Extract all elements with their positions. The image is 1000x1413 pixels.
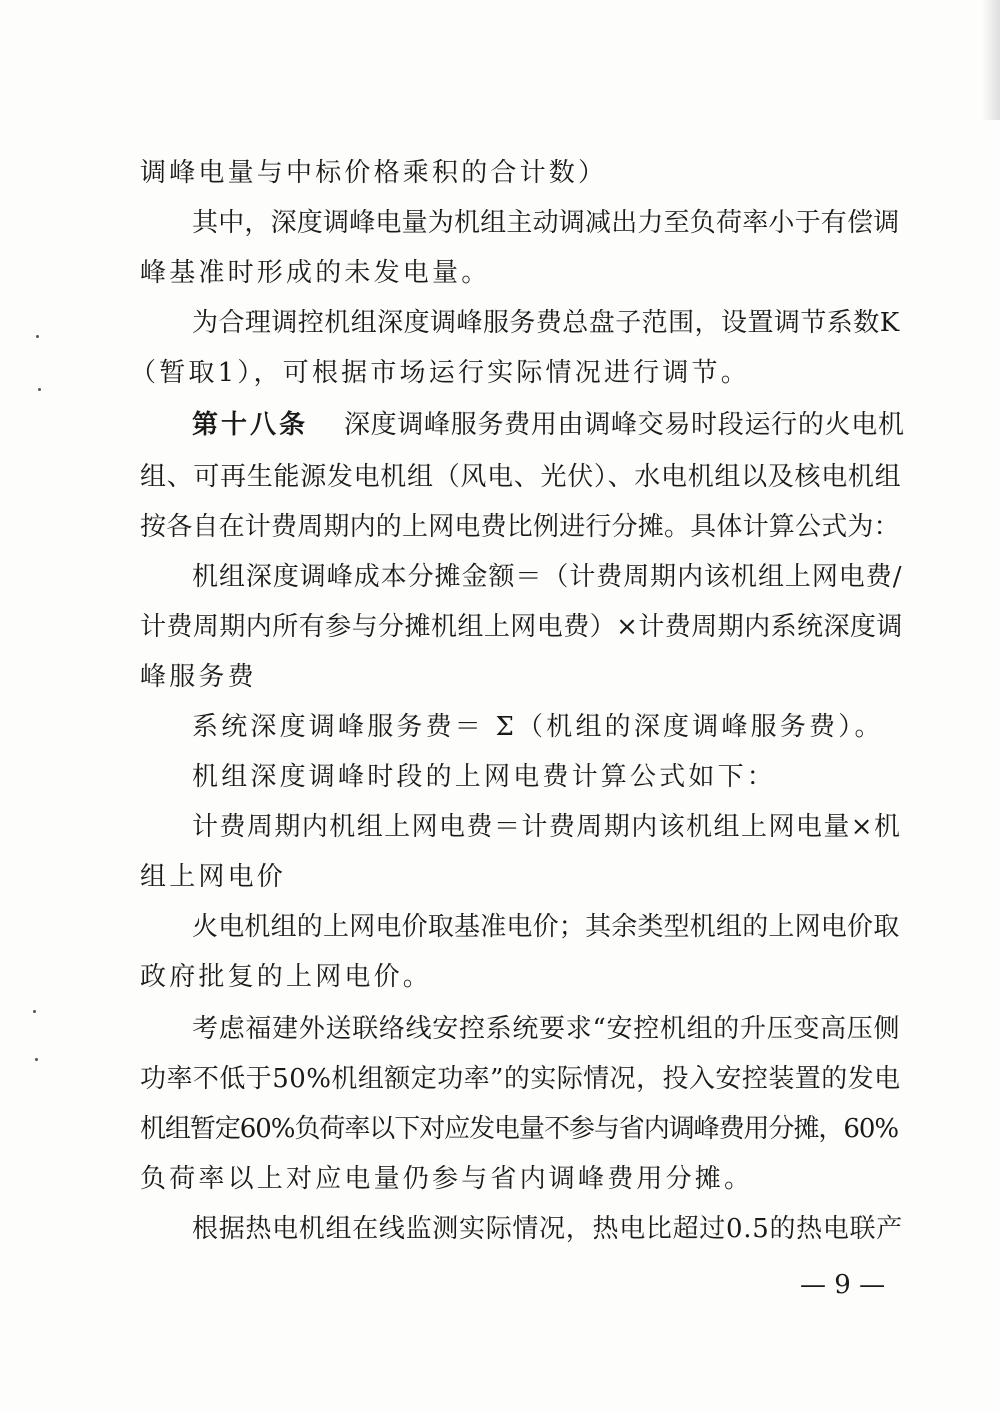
text-line: 机组深度调峰时段的上网电费计算公式如下： <box>192 762 777 792</box>
text-line: 负荷率以上对应电量仍参与省内调峰费用分摊。 <box>140 1164 754 1194</box>
scan-speck <box>33 1010 36 1013</box>
scan-speck <box>35 1058 38 1061</box>
text-line: 计费周期内所有参与分摊机组上网电费）×计费周期内系统深度调 <box>140 612 903 642</box>
text-line: 政府批复的上网电价。 <box>140 962 433 992</box>
text-line: 计费周期内机组上网电费＝计费周期内该机组上网电量×机 <box>192 812 902 842</box>
scan-speck <box>38 388 41 391</box>
text-line: 按各自在计费周期内的上网电费比例进行分摊。具体计算公式为： <box>140 512 900 542</box>
text-line: 根据热电机组在线监测实际情况，热电比超过0.5的热电联产 <box>192 1214 903 1244</box>
text-line: 组上网电价 <box>140 862 287 892</box>
text-line: 系统深度调峰服务费＝ Σ（机组的深度调峰服务费）。 <box>192 712 884 742</box>
article-heading-line <box>192 408 905 442</box>
article-label: 第十八条 <box>192 410 309 440</box>
text-line: 机组暂定60%负荷率以下对应发电量不参与省内调峰费用分摊，60% <box>140 1114 898 1144</box>
text-line: （暂取1），可根据市场运行实际情况进行调节。 <box>130 358 750 388</box>
text-line: 功率不低于50%机组额定功率”的实际情况，投入安控装置的发电 <box>140 1064 901 1094</box>
text-line: 其中，深度调峰电量为机组主动调减出力至负荷率小于有偿调 <box>192 208 900 238</box>
text-line: 深度调峰服务费用由调峰交易时段运行的火电机 <box>343 410 905 440</box>
text-line: 考虑福建外送联络线安控系统要求“安控机组的升压变高压侧 <box>192 1014 901 1044</box>
page-number: — 9 — <box>800 1270 886 1300</box>
text-line: 组、可再生能源发电机组（风电、光伏）、水电机组以及核电机组 <box>140 462 902 492</box>
scan-shadow <box>982 0 1000 120</box>
text-line: 峰服务费 <box>140 662 257 692</box>
text-line: 机组深度调峰成本分摊金额＝（计费周期内该机组上网电费/ <box>192 562 903 592</box>
text-line: 火电机组的上网电价取基准电价；其余类型机组的上网电价取 <box>192 912 900 942</box>
text-line: 峰基准时形成的未发电量。 <box>140 258 491 288</box>
text-line: 调峰电量与中标价格乘积的合计数） <box>140 158 608 188</box>
scan-speck <box>36 335 39 338</box>
text-line: 为合理调控机组深度调峰服务费总盘子范围，设置调节系数K <box>192 308 900 338</box>
